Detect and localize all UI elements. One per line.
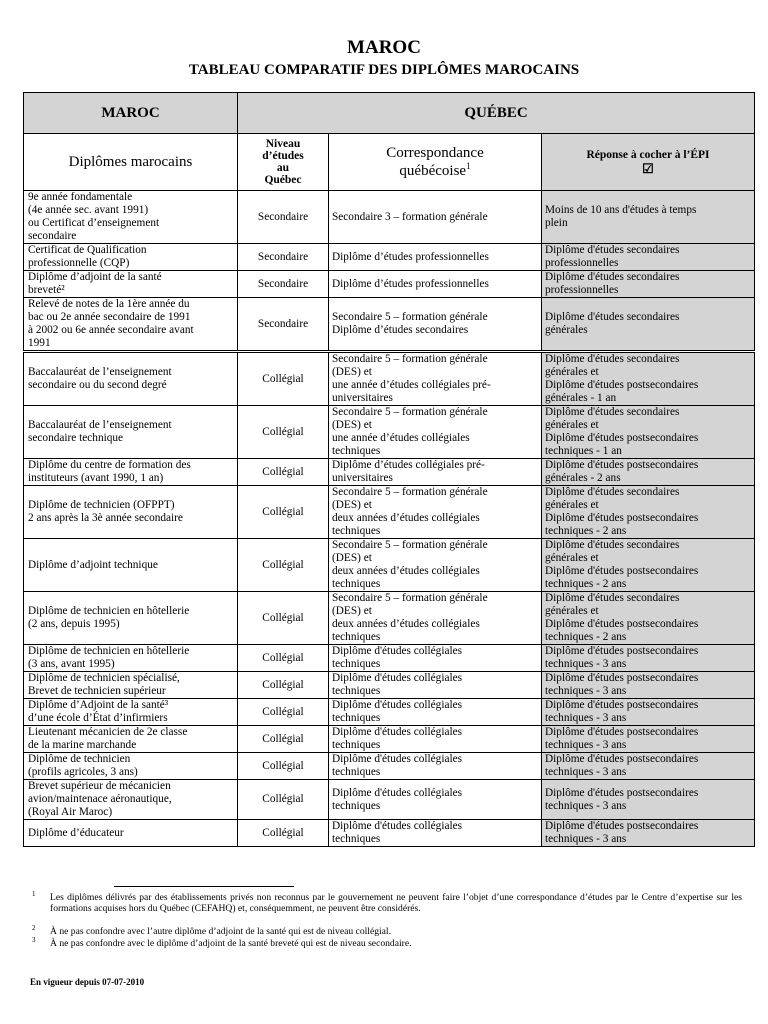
correspondance-cell: Diplôme d'études collégiales techniques bbox=[329, 726, 542, 753]
diplome-cell: Diplôme de technicien en hôtellerie (2 ans, depuis 1995) bbox=[24, 592, 238, 645]
correspondance-cell: Diplôme d'études collégiales techniques bbox=[329, 672, 542, 699]
table-row bbox=[24, 459, 755, 486]
correspondance-cell: Diplôme d'études collégiales techniques bbox=[329, 699, 542, 726]
table-row bbox=[24, 592, 755, 645]
diplome-cell: Diplôme d’éducateur bbox=[24, 820, 238, 847]
reponse-cell: Diplôme d'études postsecondaires techniques - 3 ans bbox=[542, 672, 755, 699]
diplome-cell: Diplôme d’adjoint technique bbox=[24, 539, 238, 592]
reponse-cell: Diplôme d'études postsecondaires techniques - 3 ans bbox=[542, 753, 755, 780]
niveau-cell: Collégial bbox=[238, 645, 329, 672]
correspondance-cell: Diplôme d'études collégiales techniques bbox=[329, 645, 542, 672]
page-title: MAROC bbox=[347, 37, 421, 58]
correspondance-cell: Diplôme d'études collégiales techniques bbox=[329, 780, 542, 820]
diplome-cell: Diplôme de technicien spécialisé, Brevet de technicien supérieur bbox=[24, 672, 238, 699]
niveau-cell: Collégial bbox=[238, 726, 329, 753]
diplome-cell: Diplôme de technicien en hôtellerie (3 ans, avant 1995) bbox=[24, 645, 238, 672]
niveau-cell: Collégial bbox=[238, 486, 329, 539]
diplome-cell: Baccalauréat de l’enseignement secondaire ou du second degré bbox=[24, 352, 238, 406]
table-row bbox=[24, 191, 755, 244]
reponse-cell: Diplôme d'études secondaires générales et Diplôme d'études postsecondaires techniques - 2 ans bbox=[542, 592, 755, 645]
niveau-cell: Collégial bbox=[238, 820, 329, 847]
correspondance-cell: Diplôme d’études professionnelles bbox=[329, 271, 542, 298]
table-row bbox=[24, 820, 755, 847]
correspondance-cell: Secondaire 5 – formation générale (DES) et une année d’études collégiales pré- universitaires bbox=[329, 352, 542, 406]
reponse-cell: Diplôme d'études secondaires générales et Diplôme d'études postsecondaires générales - 1 an bbox=[542, 352, 755, 406]
reponse-cell: Diplôme d'études postsecondaires générales - 2 ans bbox=[542, 459, 755, 486]
header-diplomes: Diplômes marocains bbox=[24, 134, 238, 191]
reponse-cell: Diplôme d'études secondaires générales et Diplôme d'études postsecondaires techniques - 2 ans bbox=[542, 539, 755, 592]
correspondance-cell: Secondaire 3 – formation générale bbox=[329, 191, 542, 244]
correspondance-cell: Secondaire 5 – formation générale (DES) et une année d’études collégiales techniques bbox=[329, 406, 542, 459]
niveau-cell: Secondaire bbox=[238, 298, 329, 352]
header-correspondance bbox=[329, 134, 542, 191]
correspondance-cell: Diplôme d’études professionnelles bbox=[329, 244, 542, 271]
diplome-cell: Brevet supérieur de mécanicien avion/maintenace aéronautique, (Royal Air Maroc) bbox=[24, 780, 238, 820]
table-row bbox=[24, 352, 755, 406]
reponse-cell: Diplôme d'études postsecondaires techniques - 3 ans bbox=[542, 780, 755, 820]
reponse-cell: Diplôme d'études secondaires générales bbox=[542, 298, 755, 352]
header-reponse bbox=[542, 134, 755, 191]
footnote bbox=[30, 926, 742, 937]
niveau-cell: Collégial bbox=[238, 592, 329, 645]
header-reponse-text: Réponse à cocher à l’ÉPI bbox=[586, 149, 710, 161]
reponse-cell: Diplôme d'études secondaires professionnelles bbox=[542, 244, 755, 271]
footnote-number: 1 bbox=[32, 890, 36, 898]
header-correspondance-footnote: 1 bbox=[466, 160, 471, 171]
header-quebec: QUÉBEC bbox=[238, 93, 755, 134]
table-row bbox=[24, 726, 755, 753]
footnote-text: Les diplômes délivrés par des établissements privés non reconnus par le gouvernement ne peuvent faire l’objet d’une correspondance d’études par le Centre d’expertise sur les formations acquises hors du Québec (CEFAHQ) et, conséquemment, ne peuvent être considérés. bbox=[50, 892, 742, 914]
niveau-cell: Secondaire bbox=[238, 191, 329, 244]
correspondance-cell: Secondaire 5 – formation générale (DES) et deux années d’études collégiales techniques bbox=[329, 592, 542, 645]
correspondance-cell: Secondaire 5 – formation générale (DES) et deux années d’études collégiales techniques bbox=[329, 486, 542, 539]
reponse-cell: Diplôme d'études postsecondaires techniques - 3 ans bbox=[542, 699, 755, 726]
table-row bbox=[24, 271, 755, 298]
reponse-cell: Diplôme d'études postsecondaires techniques - 3 ans bbox=[542, 820, 755, 847]
header-correspondance-text: Correspondance québécoise bbox=[386, 144, 484, 179]
niveau-cell: Collégial bbox=[238, 406, 329, 459]
correspondance-cell: Diplôme d'études collégiales techniques bbox=[329, 753, 542, 780]
reponse-cell: Diplôme d'études secondaires générales et Diplôme d'études postsecondaires techniques - 1 an bbox=[542, 406, 755, 459]
table-row bbox=[24, 244, 755, 271]
table-row bbox=[24, 672, 755, 699]
diplome-cell: Diplôme d’adjoint de la santé breveté² bbox=[24, 271, 238, 298]
diplome-cell: 9e année fondamentale (4e année sec. avant 1991) ou Certificat d’enseignement secondaire bbox=[24, 191, 238, 244]
table-row bbox=[24, 645, 755, 672]
niveau-cell: Collégial bbox=[238, 699, 329, 726]
header-niveau: Niveau d’études au Québec bbox=[238, 134, 329, 191]
footnote-number: 2 bbox=[32, 924, 36, 932]
table-row bbox=[24, 539, 755, 592]
diplome-cell: Diplôme de technicien (profils agricoles, 3 ans) bbox=[24, 753, 238, 780]
niveau-cell: Collégial bbox=[238, 780, 329, 820]
reponse-cell: Diplôme d'études postsecondaires techniques - 3 ans bbox=[542, 726, 755, 753]
checkbox-icon: ☑ bbox=[642, 161, 654, 176]
niveau-cell: Secondaire bbox=[238, 244, 329, 271]
reponse-cell: Moins de 10 ans d'études à temps plein bbox=[542, 191, 755, 244]
correspondance-cell: Secondaire 5 – formation générale Diplôme d’études secondaires bbox=[329, 298, 542, 352]
diplome-cell: Diplôme du centre de formation des instituteurs (avant 1990, 1 an) bbox=[24, 459, 238, 486]
table-row bbox=[24, 486, 755, 539]
table-row bbox=[24, 298, 755, 352]
niveau-cell: Collégial bbox=[238, 459, 329, 486]
table-row bbox=[24, 406, 755, 459]
header-maroc: MAROC bbox=[24, 93, 238, 134]
niveau-cell: Collégial bbox=[238, 352, 329, 406]
niveau-cell: Collégial bbox=[238, 672, 329, 699]
diplome-cell: Relevé de notes de la 1ère année du bac ou 2e année secondaire de 1991 à 2002 ou 6e année secondaire avant 1991 bbox=[24, 298, 238, 352]
table-row bbox=[24, 699, 755, 726]
reponse-cell: Diplôme d'études secondaires générales et Diplôme d'études postsecondaires techniques - 2 ans bbox=[542, 486, 755, 539]
footer-date: En vigueur depuis 07-07-2010 bbox=[30, 977, 145, 987]
table-row bbox=[24, 780, 755, 820]
footnote-text: À ne pas confondre avec le diplôme d’adjoint de la santé breveté qui est de niveau secondaire. bbox=[50, 938, 412, 949]
footnote bbox=[30, 892, 742, 914]
niveau-cell: Secondaire bbox=[238, 271, 329, 298]
footnote-rule bbox=[114, 886, 294, 887]
diplome-cell: Certificat de Qualification professionnelle (CQP) bbox=[24, 244, 238, 271]
page-subtitle: TABLEAU COMPARATIF DES DIPLÔMES MAROCAINS bbox=[188, 62, 580, 78]
niveau-cell: Collégial bbox=[238, 539, 329, 592]
niveau-cell: Collégial bbox=[238, 753, 329, 780]
correspondance-cell: Diplôme d’études collégiales pré- universitaires bbox=[329, 459, 542, 486]
diplome-cell: Lieutenant mécanicien de 2e classe de la marine marchande bbox=[24, 726, 238, 753]
diplome-cell: Diplôme d’Adjoint de la santé³ d’une école d’État d’infirmiers bbox=[24, 699, 238, 726]
footnote bbox=[30, 938, 742, 949]
diplome-cell: Baccalauréat de l’enseignement secondaire technique bbox=[24, 406, 238, 459]
table-row bbox=[24, 753, 755, 780]
reponse-cell: Diplôme d'études postsecondaires techniques - 3 ans bbox=[542, 645, 755, 672]
correspondance-cell: Secondaire 5 – formation générale (DES) et deux années d’études collégiales techniques bbox=[329, 539, 542, 592]
correspondance-cell: Diplôme d'études collégiales techniques bbox=[329, 820, 542, 847]
diplome-cell: Diplôme de technicien (OFPPT) 2 ans après la 3è année secondaire bbox=[24, 486, 238, 539]
footnote-number: 3 bbox=[32, 936, 36, 944]
footnote-text: À ne pas confondre avec l’autre diplôme d’adjoint de la santé qui est de niveau collégial. bbox=[50, 926, 391, 937]
comparison-table bbox=[23, 92, 755, 847]
reponse-cell: Diplôme d'études secondaires professionnelles bbox=[542, 271, 755, 298]
